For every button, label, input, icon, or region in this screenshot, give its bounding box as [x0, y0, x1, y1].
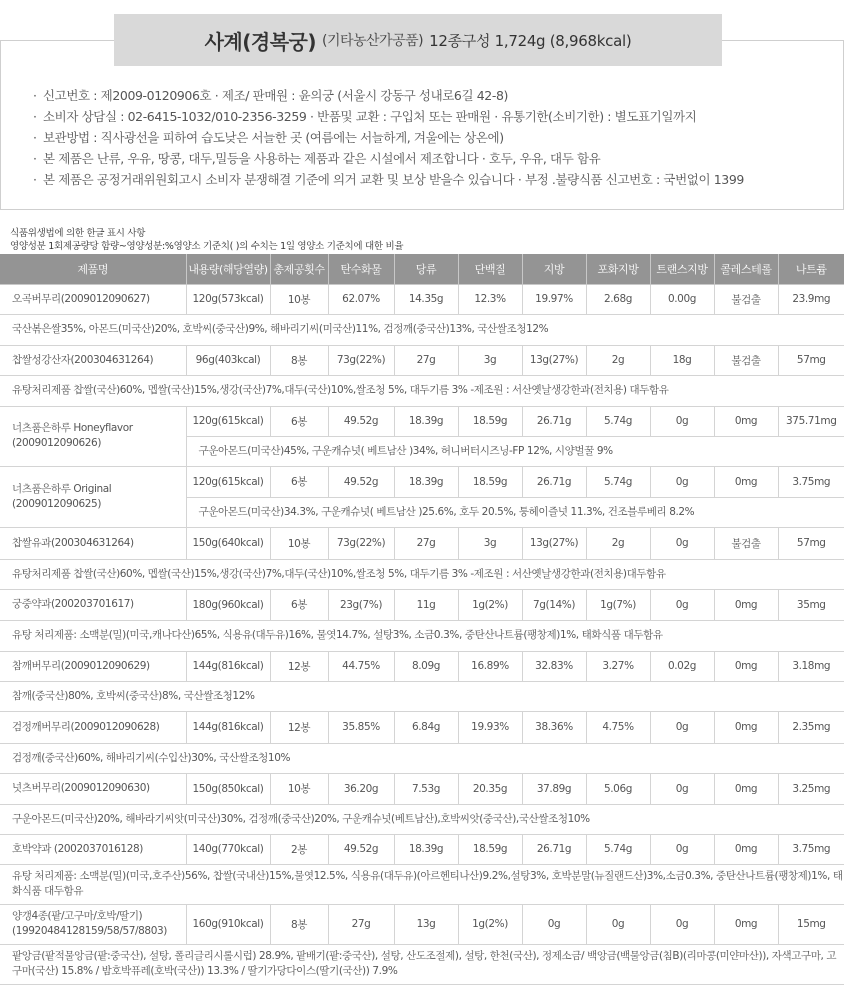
- table-cell: 26.71g: [522, 406, 586, 436]
- product-name-cell: 찹쌀성강산자(200304631264): [0, 345, 186, 375]
- table-cell: 23.9mg: [778, 284, 844, 314]
- product-name-cell: 찹쌀유과(200304631264): [0, 527, 186, 559]
- ingredients-cell: 유탕처리제품 찹쌀(국산)60%, 멥쌀(국산)15%,생강(국산)7%,대두(국산)10%,쌀조청 5%, 대두기름 3% -제조원 : 서산옛날생강한과(전치용)대두함유: [0, 559, 844, 589]
- table-cell: 14.35g: [394, 284, 458, 314]
- table-cell: 26.71g: [522, 466, 586, 497]
- table-row: [0, 773, 844, 804]
- title-section: [0, 0, 844, 210]
- table-cell: 62.07%: [328, 284, 394, 314]
- table-cell: 18.39g: [394, 406, 458, 436]
- table-cell: 18.39g: [394, 834, 458, 864]
- table-cell: 0mg: [714, 711, 778, 743]
- table-cell: 0mg: [714, 651, 778, 681]
- table-cell: 0mg: [714, 466, 778, 497]
- table-cell: 6봉: [270, 406, 328, 436]
- table-row: [0, 904, 844, 944]
- table-cell: 0mg: [714, 773, 778, 804]
- table-cell: 0g: [650, 589, 714, 620]
- table-cell: 150g(850kcal): [186, 773, 270, 804]
- ingredients-cell: 유탕 처리제품: 소맥분(밀)(미국,호주산)56%, 찹쌀(국내산)15%,물엿12.5%, 식용유(대두유)(아르헨티나산)9.2%,설탕3%, 호박분말(뉴질랜드산)3%,소금0.3%, 중탄산나트륨(팽창제)1%, 태화식품 대두함유: [0, 864, 844, 904]
- ingredients-cell: 검정깨(중국산)60%, 해바리기씨(수입산)30%, 국산쌀조청10%: [0, 743, 844, 773]
- table-cell: 0.00g: [650, 284, 714, 314]
- table-cell: 35.85%: [328, 711, 394, 743]
- column-header: 총제공횟수: [270, 254, 328, 284]
- table-cell: 불검출: [714, 527, 778, 559]
- table-cell: 1g(2%): [458, 904, 522, 944]
- table-cell: 23g(7%): [328, 589, 394, 620]
- table-cell: 13g(27%): [522, 527, 586, 559]
- table-cell: 6봉: [270, 466, 328, 497]
- product-spec: 12종구성 1,724g (8,968kcal): [429, 31, 632, 50]
- product-name-cell: 검정깨버무리(2009012090628): [0, 711, 186, 743]
- table-row: [0, 284, 844, 314]
- table-cell: 18.39g: [394, 466, 458, 497]
- table-row: [0, 466, 844, 497]
- table-cell: 44.75%: [328, 651, 394, 681]
- ingredients-cell: 구운아몬드(미국산)45%, 구운캐슈넛( 베트남산 )34%, 허니버터시즈닝-FP 12%, 시양벌꿀 9%: [186, 436, 844, 466]
- table-cell: 2봉: [270, 834, 328, 864]
- table-cell: 27g: [394, 527, 458, 559]
- table-cell: 180g(960kcal): [186, 589, 270, 620]
- table-cell: 5.06g: [586, 773, 650, 804]
- nutrition-table: [0, 254, 844, 985]
- table-cell: 120g(573kcal): [186, 284, 270, 314]
- label-note-nutrition: 영양성분 1회제공량당 함량~영양성분:%영양소 기준치( )의 수치는 1일 영양소 기준치에 대한 비율: [10, 241, 404, 252]
- ingredients-cell: 유탕 처리제품: 소맥분(밀)(미국,캐나다산)65%, 식용유(대두유)16%, 물엿14.7%, 설탕3%, 소금0.3%, 중탄산나트륨(팽창제)1%, 태화식품 대두함유: [0, 620, 844, 651]
- table-cell: 26.71g: [522, 834, 586, 864]
- table-cell: 불검출: [714, 284, 778, 314]
- product-name-cell: 오곡버무리(2009012090627): [0, 284, 186, 314]
- table-row: [0, 651, 844, 681]
- table-cell: 13g: [394, 904, 458, 944]
- ingredient-row: [0, 559, 844, 589]
- table-cell: 8.09g: [394, 651, 458, 681]
- table-cell: 10봉: [270, 284, 328, 314]
- table-cell: 0g: [650, 773, 714, 804]
- product-name-cell: 호박약과 (2002037016128): [0, 834, 186, 864]
- table-cell: 3.75mg: [778, 834, 844, 864]
- table-cell: 5.74g: [586, 406, 650, 436]
- product-name-cell: 궁중약과(200203701617): [0, 589, 186, 620]
- ingredient-row: [0, 314, 844, 345]
- ingredient-row: [0, 681, 844, 711]
- table-cell: 375.71mg: [778, 406, 844, 436]
- table-cell: 11g: [394, 589, 458, 620]
- table-cell: 2g: [586, 345, 650, 375]
- ingredients-cell: 유탕처리제품 찹쌀(국산)60%, 멥쌀(국산)15%,생강(국산)7%,대두(국산)10%,쌀조청 5%, 대두기름 3% -제조원 : 서산옛날생강한과(전치용) 대두함유: [0, 375, 844, 406]
- column-header: 당류: [394, 254, 458, 284]
- table-cell: 0g: [650, 466, 714, 497]
- table-row: [0, 711, 844, 743]
- table-cell: 3g: [458, 527, 522, 559]
- table-cell: 2g: [586, 527, 650, 559]
- table-cell: 0g: [650, 406, 714, 436]
- ingredient-row: [0, 375, 844, 406]
- table-cell: 49.52g: [328, 466, 394, 497]
- table-cell: 6봉: [270, 589, 328, 620]
- table-cell: 57mg: [778, 345, 844, 375]
- info-line: · 보관방법 : 직사광선을 피하여 습도낮은 서늘한 곳 (여름에는 서늘하게, 겨울에는 상온에): [33, 130, 504, 145]
- table-cell: 0g: [586, 904, 650, 944]
- table-cell: 160g(910kcal): [186, 904, 270, 944]
- table-cell: 2.68g: [586, 284, 650, 314]
- table-cell: 0mg: [714, 406, 778, 436]
- table-cell: 120g(615kcal): [186, 406, 270, 436]
- table-cell: 5.74g: [586, 466, 650, 497]
- ingredient-row: [0, 620, 844, 651]
- table-cell: 18.59g: [458, 834, 522, 864]
- info-line: · 본 제품은 난류, 우유, 땅콩, 대두,밀등을 사용하는 제품과 같은 시설에서 제조합니다 · 호두, 우유, 대두 함유: [33, 151, 601, 166]
- table-cell: 불검출: [714, 345, 778, 375]
- table-cell: 12봉: [270, 651, 328, 681]
- table-cell: 12봉: [270, 711, 328, 743]
- table-cell: 0mg: [714, 589, 778, 620]
- table-row: [0, 589, 844, 620]
- table-cell: 49.52g: [328, 406, 394, 436]
- table-cell: 10봉: [270, 773, 328, 804]
- table-cell: 8봉: [270, 904, 328, 944]
- table-row: [0, 834, 844, 864]
- table-cell: 3g: [458, 345, 522, 375]
- table-cell: 15mg: [778, 904, 844, 944]
- table-cell: 140g(770kcal): [186, 834, 270, 864]
- column-header: 단백질: [458, 254, 522, 284]
- table-cell: 0g: [522, 904, 586, 944]
- column-header: 내용량(해당열량): [186, 254, 270, 284]
- table-cell: 7.53g: [394, 773, 458, 804]
- product-name-cell: 넛츠버무리(2009012090630): [0, 773, 186, 804]
- table-cell: 49.52g: [328, 834, 394, 864]
- table-cell: 1g(7%): [586, 589, 650, 620]
- table-cell: 0g: [650, 904, 714, 944]
- table-cell: 19.93%: [458, 711, 522, 743]
- table-cell: 73g(22%): [328, 527, 394, 559]
- ingredients-cell: 구운아몬드(미국산)20%, 해바라기씨앗(미국산)30%, 검정깨(중국산)20%, 구운캐슈넛(베트남산),호박씨앗(중국산),국산쌀조청10%: [0, 804, 844, 834]
- table-cell: 120g(615kcal): [186, 466, 270, 497]
- table-cell: 5.74g: [586, 834, 650, 864]
- table-cell: 0g: [650, 711, 714, 743]
- table-cell: 2.35mg: [778, 711, 844, 743]
- table-cell: 35mg: [778, 589, 844, 620]
- table-cell: 13g(27%): [522, 345, 586, 375]
- column-header: 탄수화물: [328, 254, 394, 284]
- column-header: 포화지방: [586, 254, 650, 284]
- table-cell: 12.3%: [458, 284, 522, 314]
- table-row: [0, 345, 844, 375]
- table-cell: 27g: [328, 904, 394, 944]
- label-note-heading: 식품위생법에 의한 한글 표시 사항: [10, 228, 146, 239]
- table-cell: 18.59g: [458, 406, 522, 436]
- product-name-cell: 너츠품은하루 Original (2009012090625): [0, 466, 186, 527]
- product-title: 사계(경복궁): [204, 29, 316, 54]
- product-category: (기타농산가공품): [322, 33, 424, 49]
- table-row: [0, 527, 844, 559]
- table-cell: 19.97%: [522, 284, 586, 314]
- product-name-cell: 너츠품은하루 Honeyflavor (2009012090626): [0, 406, 186, 466]
- table-cell: 3.75mg: [778, 466, 844, 497]
- ingredients-cell: 참깨(중국산)80%, 호박씨(중국산)8%, 국산쌀조청12%: [0, 681, 844, 711]
- table-cell: 4.75%: [586, 711, 650, 743]
- product-name-cell: 참깨버무리(2009012090629): [0, 651, 186, 681]
- table-header-row: [0, 254, 844, 284]
- table-cell: 7g(14%): [522, 589, 586, 620]
- product-info-list: [33, 85, 744, 190]
- table-cell: 8봉: [270, 345, 328, 375]
- table-cell: 16.89%: [458, 651, 522, 681]
- table-cell: 38.36%: [522, 711, 586, 743]
- table-cell: 36.20g: [328, 773, 394, 804]
- title-banner: [114, 14, 722, 66]
- ingredient-row: [0, 864, 844, 904]
- table-cell: 18g: [650, 345, 714, 375]
- table-cell: 150g(640kcal): [186, 527, 270, 559]
- column-header: 제품명: [0, 254, 186, 284]
- column-header: 트랜스지방: [650, 254, 714, 284]
- ingredient-row: [0, 743, 844, 773]
- table-cell: 73g(22%): [328, 345, 394, 375]
- table-cell: 37.89g: [522, 773, 586, 804]
- table-cell: 3.27%: [586, 651, 650, 681]
- table-cell: 96g(403kcal): [186, 345, 270, 375]
- table-cell: 20.35g: [458, 773, 522, 804]
- table-cell: 6.84g: [394, 711, 458, 743]
- table-cell: 18.59g: [458, 466, 522, 497]
- table-cell: 27g: [394, 345, 458, 375]
- table-cell: 0g: [650, 834, 714, 864]
- ingredients-cell: 팥앙금(팥적물앙금(팥:중국산), 설탕, 폴리글리시롤시럽) 28.9%, 팥배기(팥:중국산), 설탕, 산도조절제), 설탕, 한천(국산), 정제소금/ 백앙금(백물앙금(침B)(리마콩(미얀마산)), 자색고구마, 고구마(국산) 15.8% / 밤호박퓨레(호박(국산)) 13.3% / 딸기가당다이스(딸기(국산)) 7.9%: [0, 944, 844, 984]
- table-cell: 10봉: [270, 527, 328, 559]
- table-cell: 0.02g: [650, 651, 714, 681]
- info-line: · 신고번호 : 제2009-0120906호 · 제조/ 판매원 : 윤의궁 (서울시 강동구 성내로6길 42-8): [33, 88, 508, 103]
- table-cell: 144g(816kcal): [186, 651, 270, 681]
- column-header: 콜레스테롤: [714, 254, 778, 284]
- table-cell: 0mg: [714, 834, 778, 864]
- table-cell: 32.83%: [522, 651, 586, 681]
- product-name-cell: 양갱4종(팥/고구마/호박/딸기) (19920484128159/58/57/8803): [0, 904, 186, 944]
- table-cell: 1g(2%): [458, 589, 522, 620]
- ingredient-row: [0, 804, 844, 834]
- table-row: [0, 406, 844, 436]
- table-cell: 3.25mg: [778, 773, 844, 804]
- column-header: 지방: [522, 254, 586, 284]
- table-cell: 0g: [650, 527, 714, 559]
- table-cell: 0mg: [714, 904, 778, 944]
- table-cell: 57mg: [778, 527, 844, 559]
- info-line: · 본 제품은 공정거래위원회고시 소비자 분쟁해결 기준에 의거 교환 및 보상 받을수 있습니다 · 부정 .불량식품 신고번호 : 국번없이 1399: [33, 172, 744, 187]
- table-cell: 144g(816kcal): [186, 711, 270, 743]
- ingredients-cell: 구운아몬드(미국산)34.3%, 구운캐슈넛( 베트남산 )25.6%, 호두 20.5%, 퉁헤이즐넛 11.3%, 건조블루베리 8.2%: [186, 497, 844, 527]
- column-header: 나트륨: [778, 254, 844, 284]
- info-line: · 소비자 상담실 : 02-6415-1032/010-2356-3259 · 반품및 교환 : 구입처 또는 판매원 · 유통기한(소비기한) : 별도표기일까지: [33, 109, 697, 124]
- ingredient-row: [0, 944, 844, 984]
- table-cell: 3.18mg: [778, 651, 844, 681]
- ingredients-cell: 국산볶은쌀35%, 아몬드(미국산)20%, 호박씨(중국산)9%, 해바리기씨(미국산)11%, 검정깨(중국산)13%, 국산쌀조청12%: [0, 314, 844, 345]
